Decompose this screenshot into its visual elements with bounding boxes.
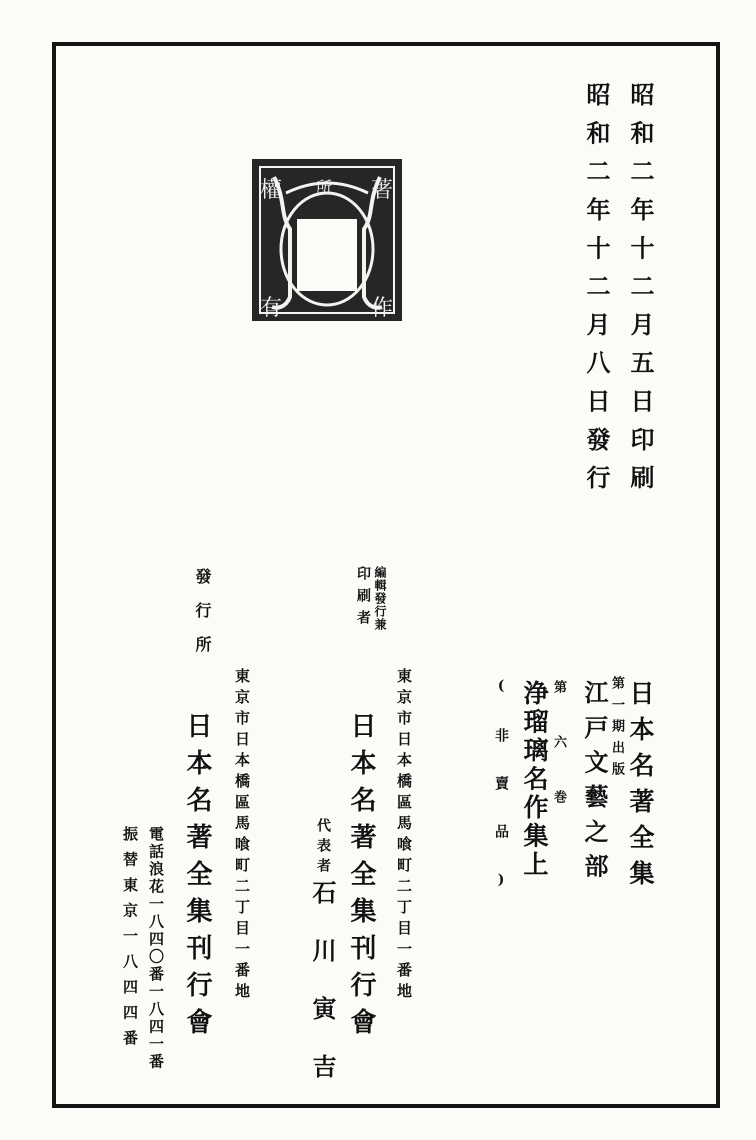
series-section: 江戸文藝之部 [580,680,609,889]
volume-number: 第六巻 [551,680,566,845]
printer-role: 印刷者 [355,566,371,632]
publisher-name: 日本名著全集刊行會 [182,712,212,1045]
seal-char-left-top: 權 [260,178,283,203]
editor-role: 編輯發行兼 [373,566,387,631]
seal-char-top: 所 [316,178,333,197]
publisher-address: 東京市日本橋區馬喰町二丁目一番地 [233,668,251,1004]
transfer-account: 振替東京一八四四番 [121,826,139,1056]
representative-role: 代表者 [315,818,331,878]
series-title: 日本名著全集 [626,680,655,896]
editor-organization: 日本名著全集刊行會 [346,712,376,1045]
copyright-seal [250,157,404,323]
seal-char-right-top: 著 [371,178,394,203]
representative-name: 石川寅吉 [308,880,337,1112]
not-for-sale: (非賣品) [493,678,509,922]
volume-title: 浄瑠璃名作集上 [520,680,549,880]
print-date: 昭和二年十二月五日印刷 [626,82,655,504]
publisher-role: 發行所 [193,568,212,670]
issue-date: 昭和二年十二月八日發行 [582,82,611,504]
phone-numbers: 電話浪花一八四〇番一八四一番 [147,826,165,1071]
series-period: 第一期出版 [609,676,624,784]
seal-char-right-bottom: 作 [371,296,394,321]
editor-address: 東京市日本橋區馬喰町二丁目一番地 [395,668,413,1004]
seal-char-left-bottom: 有 [260,296,283,321]
